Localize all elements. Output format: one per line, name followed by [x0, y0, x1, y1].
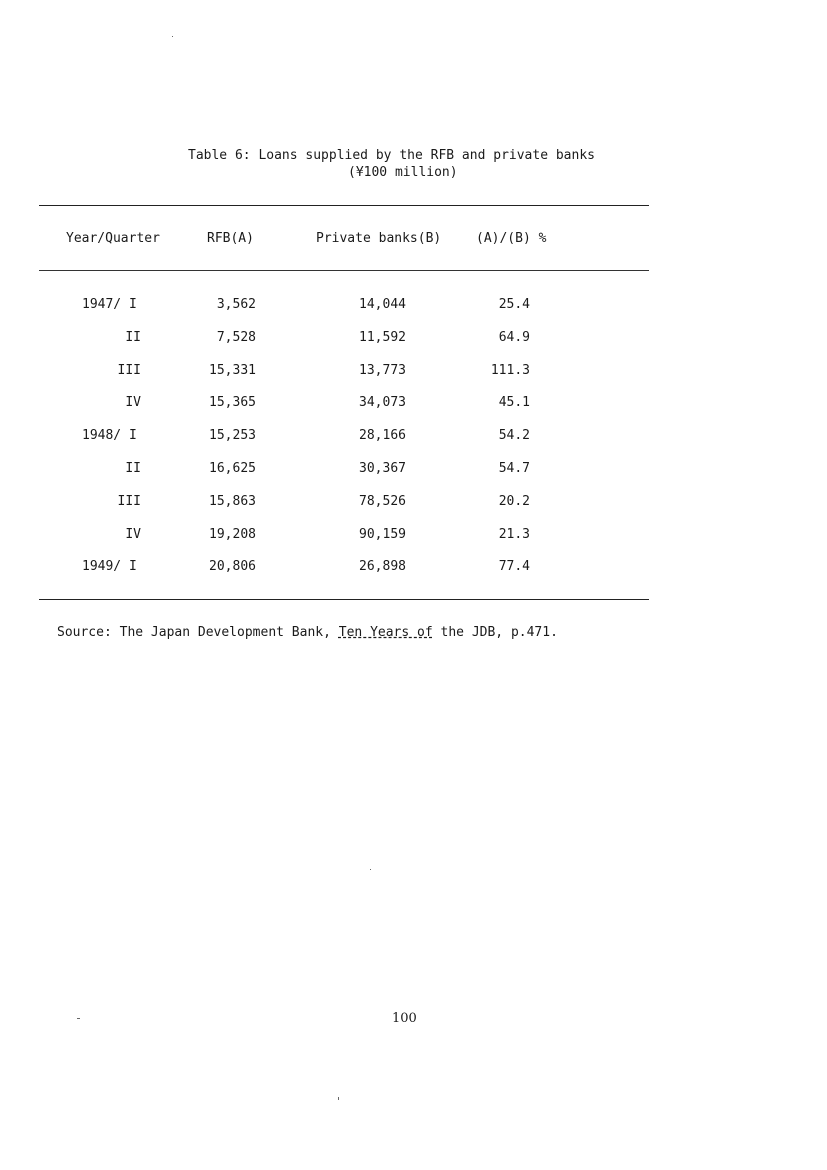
col-header-ratio: (A)/(B) %: [476, 231, 547, 246]
source-book-title: Ten Years of: [338, 625, 433, 640]
cell-private: 78,526: [359, 494, 406, 509]
source-note: [57, 625, 558, 640]
cell-ratio: 45.1: [498, 395, 530, 410]
cell-period: 1947/ I: [82, 297, 137, 312]
cell-ratio: 21.3: [498, 527, 530, 542]
cell-private: 26,898: [359, 559, 406, 574]
cell-period: IV: [125, 527, 141, 542]
cell-period: IV: [125, 395, 141, 410]
cell-private: 11,592: [359, 330, 406, 345]
cell-period: 1948/ I: [82, 428, 137, 443]
cell-ratio: 54.2: [498, 428, 530, 443]
scan-speck: [172, 36, 173, 37]
cell-private: 90,159: [359, 527, 406, 542]
cell-private: 30,367: [359, 461, 406, 476]
cell-period: II: [125, 461, 141, 476]
cell-rfb: 15,331: [209, 363, 256, 378]
cell-ratio: 20.2: [498, 494, 530, 509]
cell-rfb: 16,625: [209, 461, 256, 476]
cell-rfb: 3,562: [216, 297, 256, 312]
top-rule: [39, 205, 649, 206]
col-header-period: Year/Quarter: [66, 231, 160, 246]
cell-ratio: 111.3: [490, 363, 530, 378]
col-header-private: Private banks(B): [316, 231, 442, 246]
cell-period: III: [117, 494, 141, 509]
cell-rfb: 15,365: [209, 395, 256, 410]
cell-period: 1949/ I: [82, 559, 137, 574]
cell-private: 34,073: [359, 395, 406, 410]
cell-ratio: 64.9: [498, 330, 530, 345]
bottom-rule: [39, 599, 649, 600]
cell-rfb: 20,806: [209, 559, 256, 574]
cell-rfb: 7,528: [216, 330, 256, 345]
scan-speck: [77, 1018, 80, 1019]
table-title-line: Table 6: Loans supplied by the RFB and private banks: [188, 148, 595, 163]
cell-rfb: 19,208: [209, 527, 256, 542]
col-header-rfb: RFB(A): [207, 231, 254, 246]
cell-rfb: 15,253: [209, 428, 256, 443]
cell-period: II: [125, 330, 141, 345]
table-unit-line: (¥100 million): [348, 165, 458, 180]
header-rule: [39, 270, 649, 271]
cell-private: 13,773: [359, 363, 406, 378]
cell-ratio: 25.4: [498, 297, 530, 312]
cell-private: 28,166: [359, 428, 406, 443]
cell-ratio: 77.4: [498, 559, 530, 574]
cell-period: III: [117, 363, 141, 378]
source-prefix: Source: The Japan Development Bank,: [57, 625, 339, 640]
cell-private: 14,044: [359, 297, 406, 312]
page-number: 100: [392, 1011, 417, 1026]
scan-speck: [338, 1097, 339, 1100]
cell-ratio: 54.7: [498, 461, 530, 476]
source-suffix: the JDB, p.471.: [432, 625, 558, 640]
cell-rfb: 15,863: [209, 494, 256, 509]
scan-speck: [370, 869, 371, 870]
